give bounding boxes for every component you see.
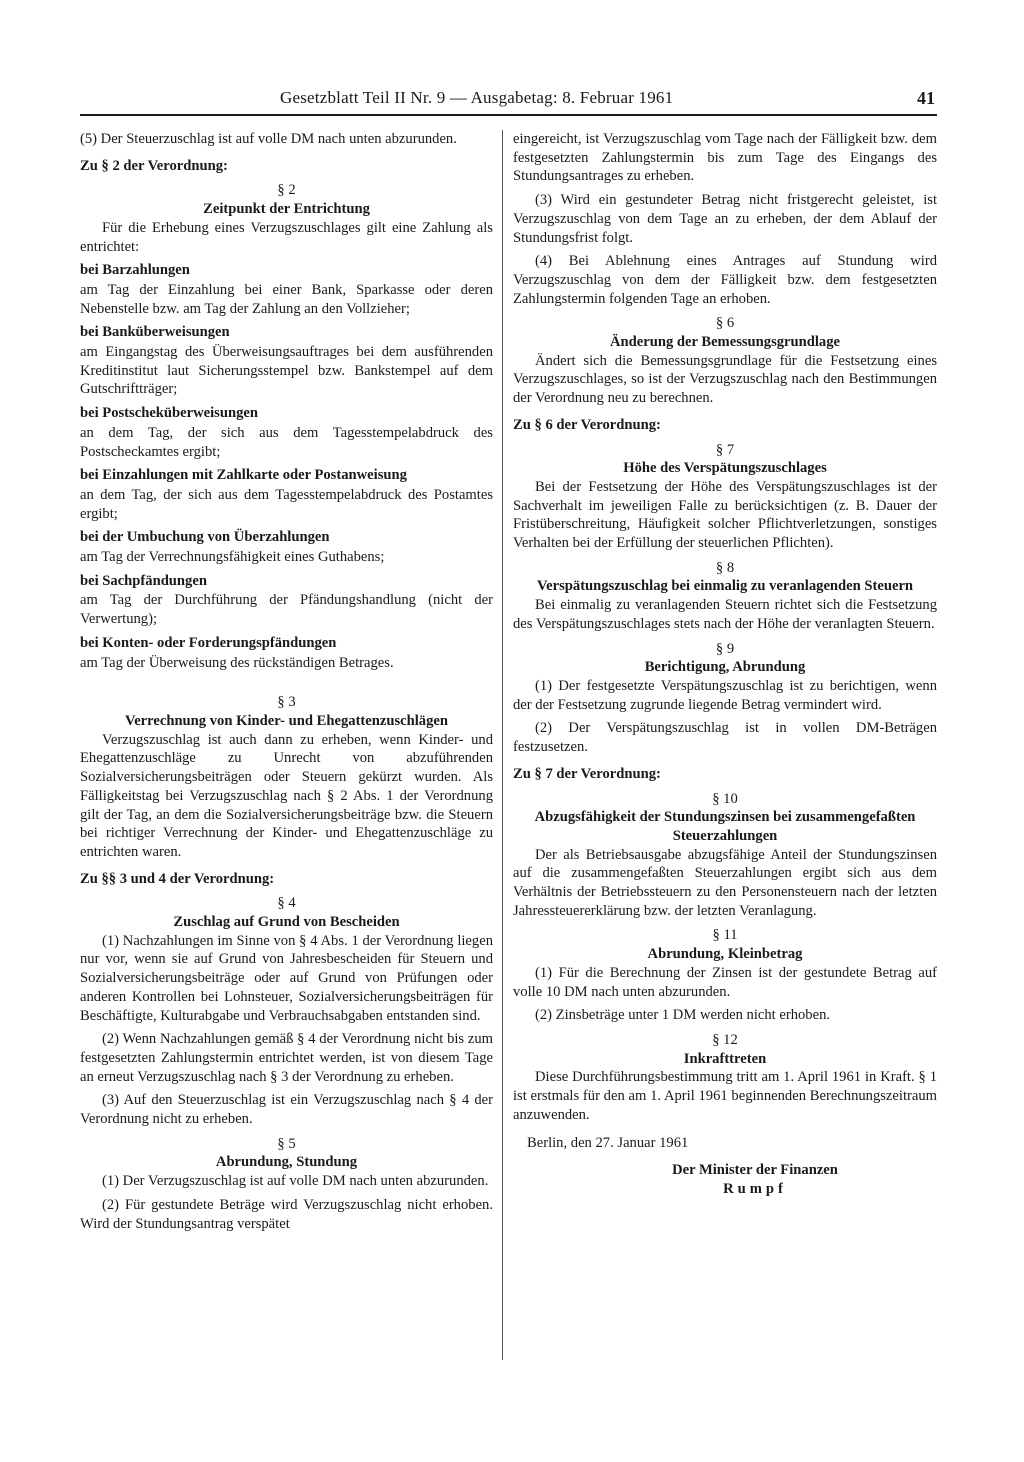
section-title: Abzugsfähigkeit der Stundungszinsen bei zusammengefaßten Steuerzahlungen [534,809,916,844]
section-number: § 10 [712,790,738,807]
paragraph: eingereicht, ist Verzugszuschlag vom Tage nach der Fälligkeit bzw. dem festgesetzten Zahlungstermin bis zum Tage des Eingangs des Stundungsantrages zu erheben. [513,131,937,185]
item-label: bei Banküberweisungen [80,324,230,341]
item-label: bei der Umbuchung von Überzahlungen [80,529,330,546]
paragraph: (3) Wird ein gestundeter Betrag nicht fristgerecht geleistet, ist Verzugszuschlag von dem Tage an zu erheben, der dem Ablauf der Stundungsfrist folgt. [513,192,937,246]
item-text: an dem Tag, der sich aus dem Tagesstempelabdruck des Postamtes ergibt; [80,486,493,522]
item-text: am Tag der Überweisung des rückständigen Betrages. [80,654,394,671]
paragraph: (4) Bei Ablehnung eines Antrages auf Stundung wird Verzugszuschlag von dem der Fälligkeit bzw. dem festgesetzten Zahlungstermin folgenden Tage an erhoben. [513,253,937,307]
section-title: Höhe des Verspätungszuschlages [623,460,827,477]
paragraph: (2) Der Verspätungszuschlag ist in vollen DM-Beträgen festzusetzen. [513,720,937,756]
item-label: bei Einzahlungen mit Zahlkarte oder Postanweisung [80,467,407,484]
left-column [80,130,493,1238]
section-reference: Zu § 2 der Verordnung: [80,157,228,174]
right-column [513,130,937,1199]
item-text: an dem Tag, der sich aus dem Tagesstempelabdruck des Postscheckamtes ergibt; [80,424,493,460]
section-number: § 7 [715,441,735,458]
section-title: Berichtigung, Abrundung [644,659,806,676]
paragraph: (5) Der Steuerzuschlag ist auf volle DM nach unten abzurunden. [80,131,457,147]
section-reference: Zu § 6 der Verordnung: [513,416,661,433]
item-label: bei Konten- oder Forderungspfändungen [80,634,337,651]
paragraph: Ändert sich die Bemessungsgrundlage für die Festsetzung eines Verzugszuschlages, so ist der Verzugszuschlag nach den Bestimmungen der Verordnung neu zu berechnen. [513,352,937,407]
paragraph: (2) Zinsbeträge unter 1 DM werden nicht erhoben. [535,1007,831,1024]
item-label: bei Barzahlungen [80,262,190,279]
paragraph: Der als Betriebsausgabe abzugsfähige Anteil der Stundungszinsen auf die zusammengefaßten Steuerzahlungen ergibt sich aus dem Verhältnis der Betriebssteuern zu den Personensteuern nach der letzten Jahressteuererklärung bzw. der letzten Veranlagung. [513,846,937,919]
section-number: § 11 [712,927,738,944]
section-number: § 9 [715,640,735,657]
page-number: 41 [917,88,935,108]
paragraph: Diese Durchführungsbestimmung tritt am 1. April 1961 in Kraft. § 1 ist erstmals für den am 1. April 1961 beginnenden Berechnungszeitraum anzuwenden. [513,1069,937,1123]
section-title: Abrundung, Stundung [215,1154,358,1171]
paragraph: (1) Der festgesetzte Verspätungszuschlag ist zu berichtigen, wenn der der Festsetzung zugrunde liegende Betrag vermindert wird. [513,677,937,713]
item-text: am Tag der Einzahlung bei einer Bank, Sparkasse oder deren Nebenstelle bzw. am Tag der Zahlung an den Vollzieher; [80,281,493,317]
item-text: am Eingangstag des Überweisungsauftrages bei dem ausführenden Kreditinstitut laut Sicherungsstempel bzw. Bankstempel auf dem Gutschriftträger; [80,344,493,398]
section-number: § 6 [715,315,735,332]
spacer [80,677,493,687]
paragraph: (2) Für gestundete Beträge wird Verzugszuschlag nicht erhoben. Wird der Stundungsantrag verspätet [80,1196,493,1232]
section-number: § 12 [712,1031,738,1048]
section-reference: Zu § 7 der Verordnung: [513,765,661,782]
header-title: Gesetzblatt Teil II Nr. 9 — Ausgabetag: 8. Februar 1961 [280,88,674,107]
section-title: Verspätungszuschlag bei einmalig zu veranlagenden Steuern [536,578,914,595]
paragraph: Bei der Festsetzung der Höhe des Verspätungszuschlages ist der Sachverhalt im jeweiligen Falle zu berücksichtigen (z. B. Dauer der Fristüberschreitung, Häufigkeit solcher Pflichtverletzungen, sonstiges Verhalten bei der Erfüllung der steuerlichen Pflichten). [513,478,937,552]
paragraph: Verzugszuschlag ist auch dann zu erheben, wenn Kinder- und Ehegattenzuschläge zu Unrecht von abzuführenden Sozialversicherungsbeiträgen oder Steuern gekürzt wurden. Als Fälligkeitstag bei Verzugszuschlag nach § 2 Abs. 1 der Verordnung gilt der Tag, an dem die Sozialversicherungsbeiträge bzw. die Steuern bei richtiger Verrechnung der Kinder- und Ehegattenzuschläge zu entrichten waren. [80,731,493,860]
paragraph: (3) Auf den Steuerzuschlag ist ein Verzugszuschlag nach § 4 der Verordnung nicht zu erheben. [80,1092,493,1128]
section-number: § 8 [715,559,735,576]
section-number: § 2 [277,182,296,199]
section-title: Inkrafttreten [683,1050,767,1067]
paragraph: (1) Der Verzugszuschlag ist auf volle DM nach unten abzurunden. [102,1173,489,1190]
paragraph: (1) Für die Berechnung der Zinsen ist der gestundete Betrag auf volle 10 DM nach unten abzurunden. [513,964,937,1000]
page-header [80,88,937,116]
signature-name: Rumpf [723,1180,787,1197]
paragraph: (1) Nachzahlungen im Sinne von § 4 Abs. 1 der Verordnung liegen nur vor, wenn sie auf Grund von Jahresbescheiden für Steuern und Sozialversicherungsbeiträge oder auf Grund von Prüfungen oder anderen Kontrollen bei Lohnsteuer, Sozialversicherungsbeiträgen für Beschäftigte, Kulturabgabe und Verbrauchsabgaben entstanden sind. [80,932,493,1024]
paragraph: Bei einmalig zu veranlagenden Steuern richtet sich die Festsetzung des Verspätungszuschlages stets nach der Höhe der veranlagten Steuern. [513,597,937,632]
item-label: bei Postscheküberweisungen [80,405,258,422]
section-number: § 3 [277,694,296,711]
section-title: Zuschlag auf Grund von Bescheiden [173,914,400,931]
section-title: Zeitpunkt der Entrichtung [203,201,370,218]
column-divider [502,130,503,1360]
section-title: Verrechnung von Kinder- und Ehegattenzuschlägen [125,712,448,729]
section-number: § 4 [277,895,296,912]
item-text: am Tag der Durchführung der Pfändungshandlung (nicht der Verwertung); [80,592,493,628]
signature-place-date: Berlin, den 27. Januar 1961 [527,1135,689,1152]
section-reference: Zu §§ 3 und 4 der Verordnung: [80,870,275,887]
paragraph: (2) Wenn Nachzahlungen gemäß § 4 der Verordnung nicht bis zum festgesetzten Zahlungstermin entrichtet werden, ist von diesem Tage an erneut Verzugszuschlag nach § 3 der Verordnung zu erheben. [80,1031,493,1085]
section-title: Abrundung, Kleinbetrag [647,946,803,963]
section-number: § 5 [277,1135,296,1152]
paragraph: Für die Erhebung eines Verzugszuschlages gilt eine Zahlung als entrichtet: [80,219,493,255]
item-label: bei Sachpfändungen [80,572,207,589]
signature-organization: Der Minister der Finanzen [672,1162,838,1179]
item-text: am Tag der Verrechnungsfähigkeit eines Guthabens; [80,549,385,566]
section-title: Änderung der Bemessungsgrundlage [609,334,841,351]
